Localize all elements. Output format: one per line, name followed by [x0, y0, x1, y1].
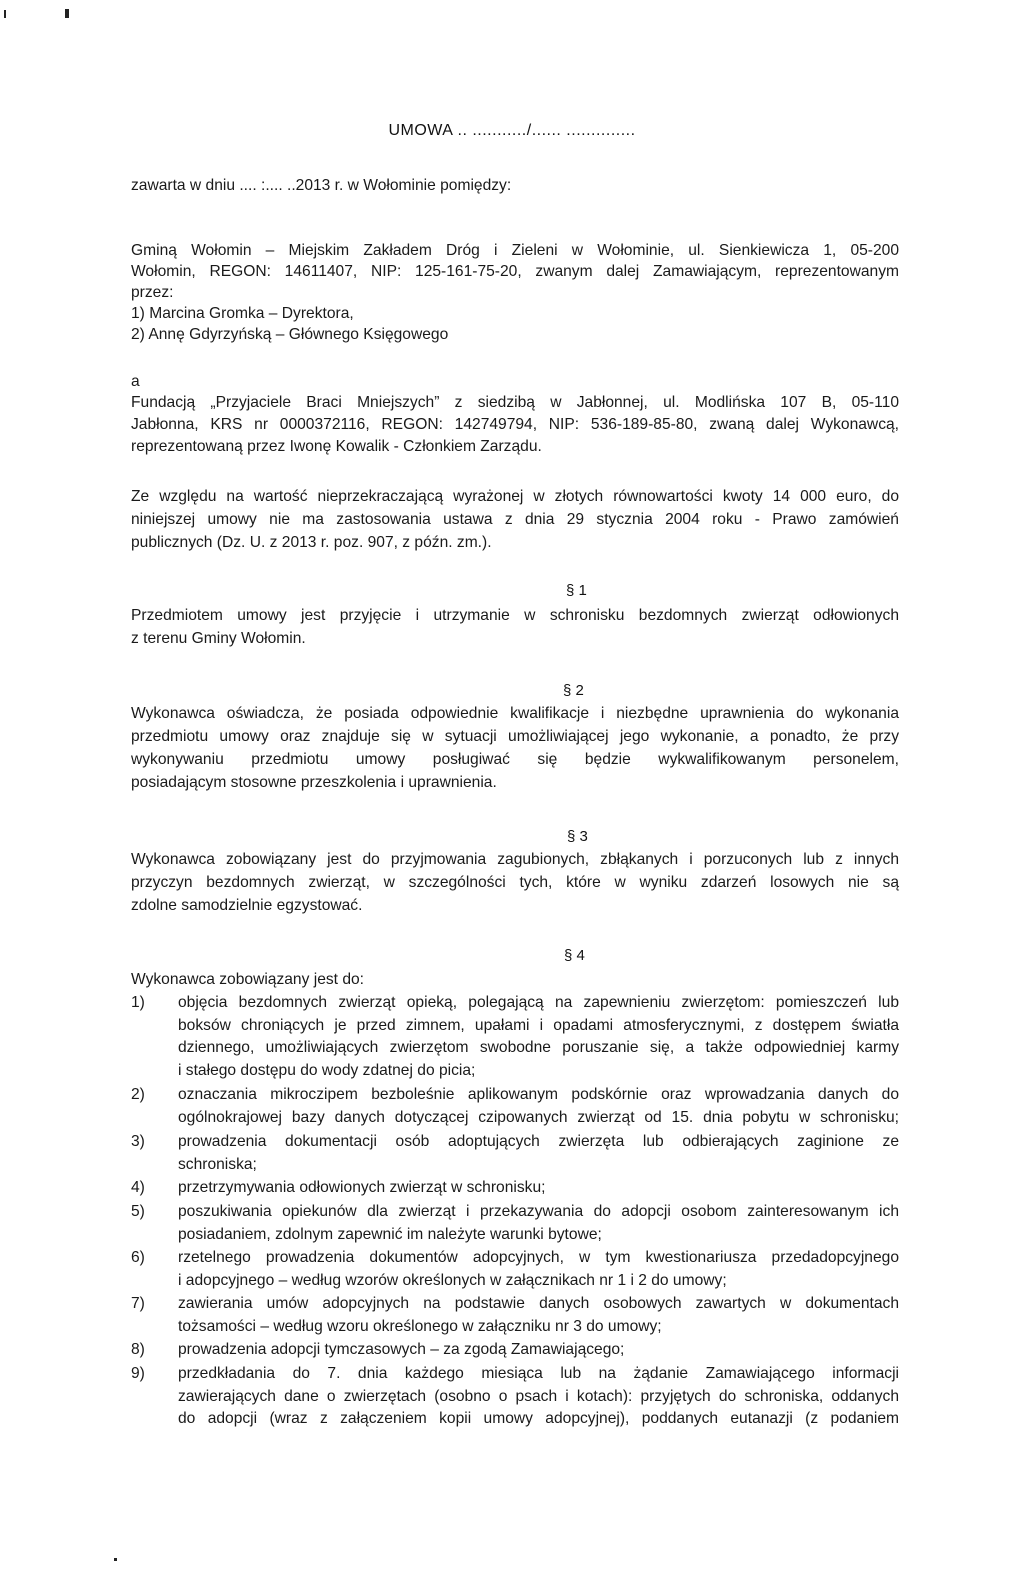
section-heading: § 3 [567, 828, 588, 845]
list-text: prowadzenia dokumentacji osób adoptujących zwierzęta lub odbierających zaginione ze [178, 1133, 899, 1150]
section-intro: Wykonawca zobowiązany jest do: [131, 971, 365, 988]
section-text: Wykonawca oświadcza, że posiada odpowiednie kwalifikacje i niezbędne uprawnienia do wykonania [131, 705, 899, 722]
list-text: schroniska; [178, 1155, 257, 1173]
list-number: 3) [131, 1133, 145, 1150]
list-text: poszukiwania opiekunów dla zwierząt i przekazywania do adopcji osobom zainteresowanym ich [178, 1203, 899, 1220]
party2-line: Fundacją „Przyjaciele Braci Mniejszych” z siedzibą w Jabłonnej, ul. Modlińska 107 B, 05-110 [131, 394, 899, 411]
date-line: zawarta w dniu .... :.... ..2013 r. w Wołominie pomiędzy: [131, 177, 512, 194]
section-text: posiadającym stosowne przeszkolenia i uprawnienia. [131, 774, 497, 791]
list-text: posiadaniem, zdolnym zapewnić im należyte warunki bytowe; [178, 1225, 602, 1243]
section-heading: § 4 [564, 947, 585, 964]
document-title: UMOWA .. .........../...... .............. [388, 122, 636, 139]
list-text: ogólnokrajowej bazy danych dotyczącej czipowanych zwierząt od 15. dnia pobytu w schronisku; [178, 1108, 899, 1126]
list-text: dziennego, umożliwiających zwierzętom swobodne poruszanie się, a także odpowiedniej karmy [178, 1039, 899, 1057]
list-text: przedkładania do 7. dnia każdego miesiąca lub na żądanie Zamawiającego informacji [178, 1365, 899, 1382]
list-text: tożsamości – według wzoru określonego w załączniku nr 3 do umowy; [178, 1317, 662, 1335]
list-number: 6) [131, 1249, 145, 1266]
section-heading: § 2 [563, 682, 584, 699]
section-text: Przedmiotem umowy jest przyjęcie i utrzymanie w schronisku bezdomnych zwierząt odłowionych [131, 607, 899, 624]
preamble-line: publicznych (Dz. U. z 2013 r. poz. 907, z późn. zm.). [131, 534, 492, 551]
scan-artifact [4, 10, 6, 18]
list-number: 7) [131, 1295, 145, 1312]
party1-representative: 2) Annę Gdyrzyńską – Głównego Księgowego [131, 326, 449, 343]
preamble-line: Ze względu na wartość nieprzekraczającą wyrażonej w złotych równowartości kwoty 14 000 euro, do [131, 488, 899, 505]
list-text: rzetelnego prowadzenia dokumentów adopcyjnych, w tym kwestionariusza przedadopcyjnego [178, 1249, 899, 1266]
section-text: przedmiotu umowy oraz znajduje się w sytuacji umożliwiającej jego wykonanie, a ponadto, że przy [131, 728, 899, 745]
list-number: 9) [131, 1365, 145, 1382]
section-text: z terenu Gminy Wołomin. [131, 630, 306, 647]
section-heading: § 1 [566, 582, 587, 599]
list-text: do adopcji (wraz z załączeniem kopii umowy adopcyjnej), poddanych eutanazji (z podaniem [178, 1410, 899, 1428]
list-number: 5) [131, 1203, 145, 1220]
scan-artifact [65, 9, 69, 18]
list-number: 4) [131, 1179, 145, 1196]
party2-line: reprezentowaną przez Iwonę Kowalik - Członkiem Zarządu. [131, 438, 542, 455]
party1-line: Gminą Wołomin – Miejskim Zakładem Dróg i Zieleni w Wołominie, ul. Sienkiewicza 1, 05-200 [131, 242, 899, 259]
list-text: boksów chroniących je przed zimnem, upałami i opadami atmosferycznymi, z dostępem światła [178, 1016, 899, 1034]
list-text: przetrzymywania odłowionych zwierząt w schronisku; [178, 1179, 546, 1196]
scan-artifact [114, 1558, 117, 1561]
list-text: oznaczania mikroczipem bezboleśnie aplikowanym podskórnie oraz wprowadzania danych do [178, 1086, 899, 1103]
list-number: 1) [131, 994, 145, 1011]
conjunction: a [131, 373, 140, 390]
list-text: objęcia bezdomnych zwierząt opieką, polegającą na zapewnieniu zwierzętom: pomieszczeń lub [178, 994, 899, 1011]
section-text: wykonywaniu przedmiotu umowy posługiwać się będzie wykwalifikowanym personelem, [131, 751, 899, 768]
preamble-line: niniejszej umowy nie ma zastosowania ustawa z dnia 29 stycznia 2004 roku - Prawo zamówień [131, 511, 899, 528]
list-number: 2) [131, 1086, 145, 1103]
party1-representative: 1) Marcina Gromka – Dyrektora, [131, 305, 354, 322]
section-text: przyczyn bezdomnych zwierząt, w szczególności tych, które w wyniku zdarzeń losowych nie są [131, 874, 899, 891]
section-text: Wykonawca zobowiązany jest do przyjmowania zagubionych, zbłąkanych i porzuconych lub z innych [131, 851, 899, 868]
list-text: i stałego dostępu do wody zdatnej do picia; [178, 1061, 476, 1079]
list-text: i adopcyjnego – według wzorów określonych w załącznikach nr 1 i 2 do umowy; [178, 1271, 727, 1289]
party1-line: Wołomin, REGON: 14611407, NIP: 125-161-75-20, zwanym dalej Zamawiającym, reprezentowanym [131, 263, 899, 280]
list-text: zawierania umów adopcyjnych na podstawie danych osobowych zawartych w dokumentach [178, 1295, 899, 1312]
list-text: prowadzenia adopcji tymczasowych – za zgodą Zamawiającego; [178, 1341, 625, 1358]
party2-line: Jabłonna, KRS nr 0000372116, REGON: 142749794, NIP: 536-189-85-80, zwaną dalej Wykonawcą, [131, 416, 899, 433]
party1-line: przez: [131, 284, 174, 301]
section-text: zdolne samodzielnie egzystować. [131, 897, 363, 914]
list-text: zawierających dane o zwierzętach (osobno o psach i kotach): przyjętych do schroniska, oddanych [178, 1387, 899, 1405]
list-number: 8) [131, 1341, 145, 1358]
